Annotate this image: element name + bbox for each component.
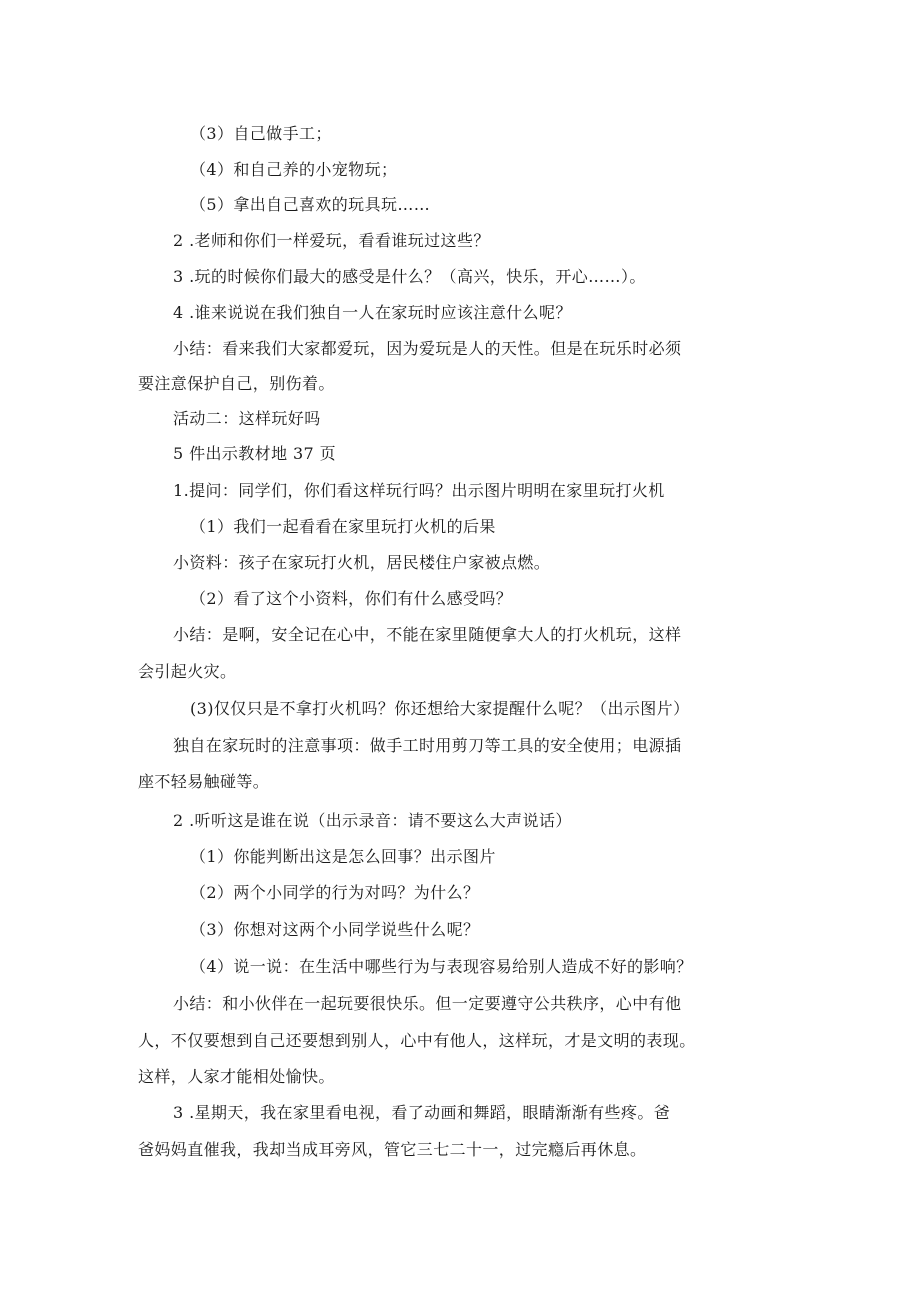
text-line: （4）和自己养的小宠物玩； bbox=[190, 160, 398, 179]
text-line: 这样，人家才能相处愉快。 bbox=[138, 1067, 335, 1086]
text-line: （3）你想对这两个小同学说些什么呢？ bbox=[190, 920, 480, 939]
text-line: 小结：看来我们大家都爱玩，因为爱玩是人的天性。但是在玩乐时必须 bbox=[173, 339, 682, 358]
text-line: 座不轻易触碰等。 bbox=[138, 772, 270, 791]
text-line: 2 .老师和你们一样爱玩，看看谁玩过这些？ bbox=[173, 231, 490, 250]
text-line: 要注意保护自己，别伤着。 bbox=[138, 374, 335, 393]
text-line: 4 .谁来说说在我们独自一人在家玩时应该注意什么呢？ bbox=[173, 303, 572, 322]
text-line: 人，不仅要想到自己还要想到别人，心中有他人，这样玩，才是文明的表现。 bbox=[138, 1031, 696, 1050]
text-line: （1）我们一起看看在家里玩打火机的后果 bbox=[190, 517, 496, 536]
text-line: （3）自己做手工； bbox=[190, 124, 332, 143]
text-line: 1.提问：同学们，你们看这样玩行吗？出示图片明明在家里玩打火机 bbox=[173, 481, 665, 500]
text-line: (3)仅仅只是不拿打火机吗？你还想给大家提醒什么呢？（出示图片） bbox=[190, 699, 690, 718]
text-line: （1）你能判断出这是怎么回事？出示图片 bbox=[190, 847, 496, 866]
text-line: 5 件出示教材地 37 页 bbox=[173, 444, 336, 463]
text-line: 小结：是啊，安全记在心中，不能在家里随便拿大人的打火机玩，这样 bbox=[173, 625, 682, 644]
text-line: （5）拿出自己喜欢的玩具玩…… bbox=[190, 195, 431, 214]
text-line: （4）说一说：在生活中哪些行为与表现容易给别人造成不好的影响？ bbox=[190, 957, 693, 976]
text-line: （2）看了这个小资料，你们有什么感受吗？ bbox=[190, 589, 513, 608]
text-line: 爸妈妈直催我，我却当成耳旁风，管它三七二十一，过完瘾后再休息。 bbox=[138, 1140, 647, 1159]
text-line: （2）两个小同学的行为对吗？为什么？ bbox=[190, 883, 480, 902]
text-line: 小结：和小伙伴在一起玩要很快乐。但一定要遵守公共秩序，心中有他 bbox=[173, 994, 682, 1013]
text-line: 3 .星期天，我在家里看电视，看了动画和舞蹈，眼睛渐渐有些疼。爸 bbox=[173, 1103, 671, 1122]
text-line: 3 .玩的时候你们最大的感受是什么？（高兴，快乐，开心……）。 bbox=[173, 267, 646, 286]
text-line: 独自在家玩时的注意事项：做手工时用剪刀等工具的安全使用；电源插 bbox=[173, 736, 682, 755]
text-line: 会引起火灾。 bbox=[138, 662, 237, 681]
section-heading: 活动二：这样玩好吗 bbox=[173, 409, 321, 428]
text-line: 2 .听听这是谁在说（出示录音：请不要这么大声说话） bbox=[173, 811, 572, 830]
text-line: 小资料：孩子在家玩打火机，居民楼住户家被点燃。 bbox=[173, 553, 551, 572]
